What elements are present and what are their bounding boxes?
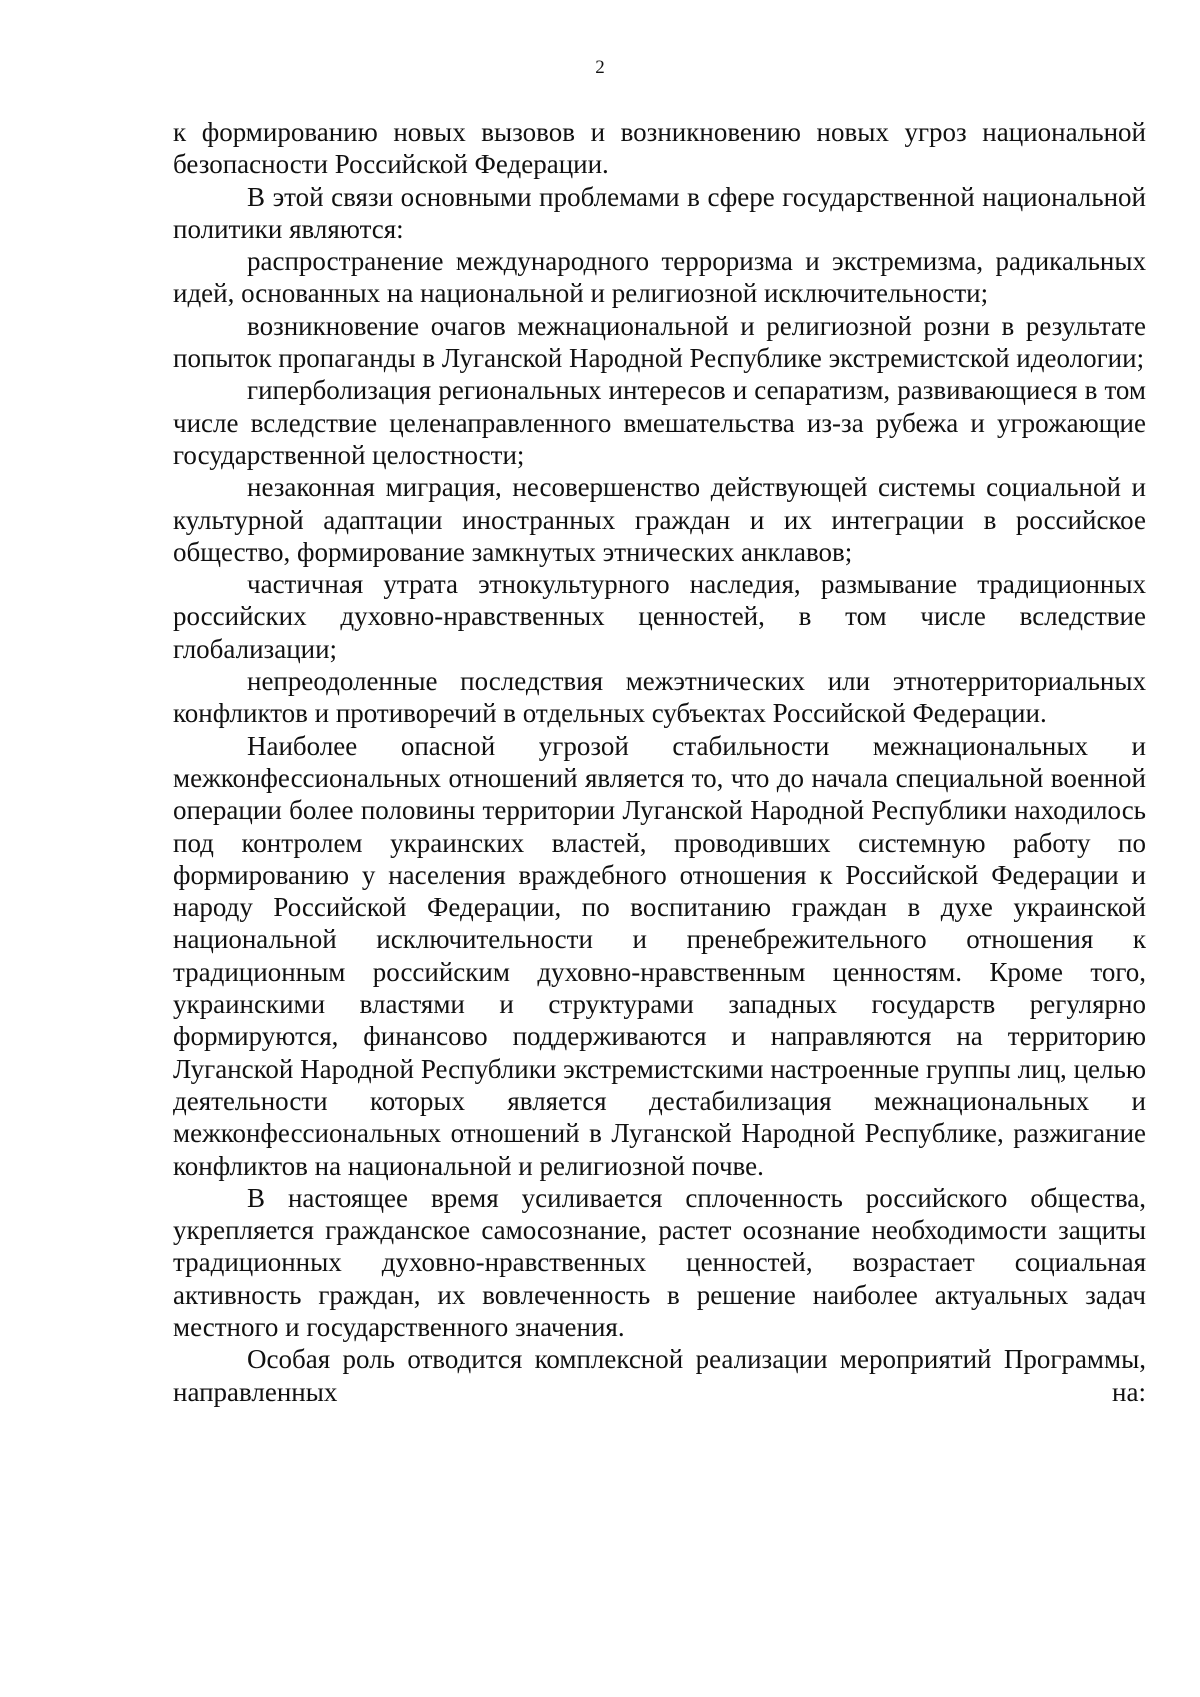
paragraph-problems-intro: В этой связи основными проблемами в сфере государственной национальной политики являются: bbox=[173, 181, 1146, 244]
paragraph-current-state: В настоящее время усиливается сплоченность российского общества, укрепляется гражданское самосознание, растет осознание необходимости защиты традиционных духовно-нравственных ценностей, возрастает социальная активность граждан, их вовлеченность в решение наиболее актуальных задач местного и государственного значения. bbox=[173, 1182, 1146, 1342]
paragraph-item-heritage: частичная утрата этнокультурного наследия, размывание традиционных российских духовно-нравственных ценностей, в том числе вследствие глобализации; bbox=[173, 569, 1146, 664]
paragraph-item-terrorism: распространение международного терроризма и экстремизма, радикальных идей, основанных на национальной и религиозной исключительности; bbox=[173, 246, 1146, 309]
paragraph-item-conflicts: непреодоленные последствия межэтнических или этнотерриториальных конфликтов и противоречий в отдельных субъектах Российской Федерации. bbox=[173, 666, 1146, 729]
document-body bbox=[173, 116, 1146, 1408]
paragraph-continuation: к формированию новых вызовов и возникновению новых угроз национальной безопасности Российской Федерации. bbox=[173, 117, 1146, 180]
paragraph-main-threat: Наиболее опасной угрозой стабильности межнациональных и межконфессиональных отношений является то, что до начала специальной военной операции более половины территории Луганской Народной Республики находилось под контролем украинских властей, проводивших системную работу по формированию у населения враждебного отношения к Российской Федерации и народу Российской Федерации, по воспитанию граждан в духе украинской национальной исключительности и пренебрежительного отношения к традиционным российским духовно-нравственным ценностям. Кроме того, украинскими властями и структурами западных государств регулярно формируются, финансово поддерживаются и направляются на территорию Луганской Народной Республики экстремистскими настроенные группы лиц, целью деятельности которых является дестабилизация межнациональных и межконфессиональных отношений в Луганской Народной Республике, разжигание конфликтов на национальной и религиозной почве. bbox=[173, 730, 1146, 1181]
page-number: 2 bbox=[595, 57, 605, 78]
paragraph-item-separatism: гиперболизация региональных интересов и сепаратизм, развивающиеся в том числе вследствие целенаправленного вмешательства из-за рубежа и угрожающие государственной целостности; bbox=[173, 375, 1146, 470]
paragraph-item-migration: незаконная миграция, несовершенство действующей системы социальной и культурной адаптации иностранных граждан и их интеграции в российское общество, формирование замкнутых этнических анклавов; bbox=[173, 472, 1146, 567]
paragraph-item-discord: возникновение очагов межнациональной и религиозной розни в результате попыток пропаганды в Луганской Народной Республике экстремистской идеологии; bbox=[173, 310, 1146, 374]
paragraph-program-role: Особая роль отводится комплексной реализации мероприятий Программы, направленных на: bbox=[173, 1344, 1146, 1407]
